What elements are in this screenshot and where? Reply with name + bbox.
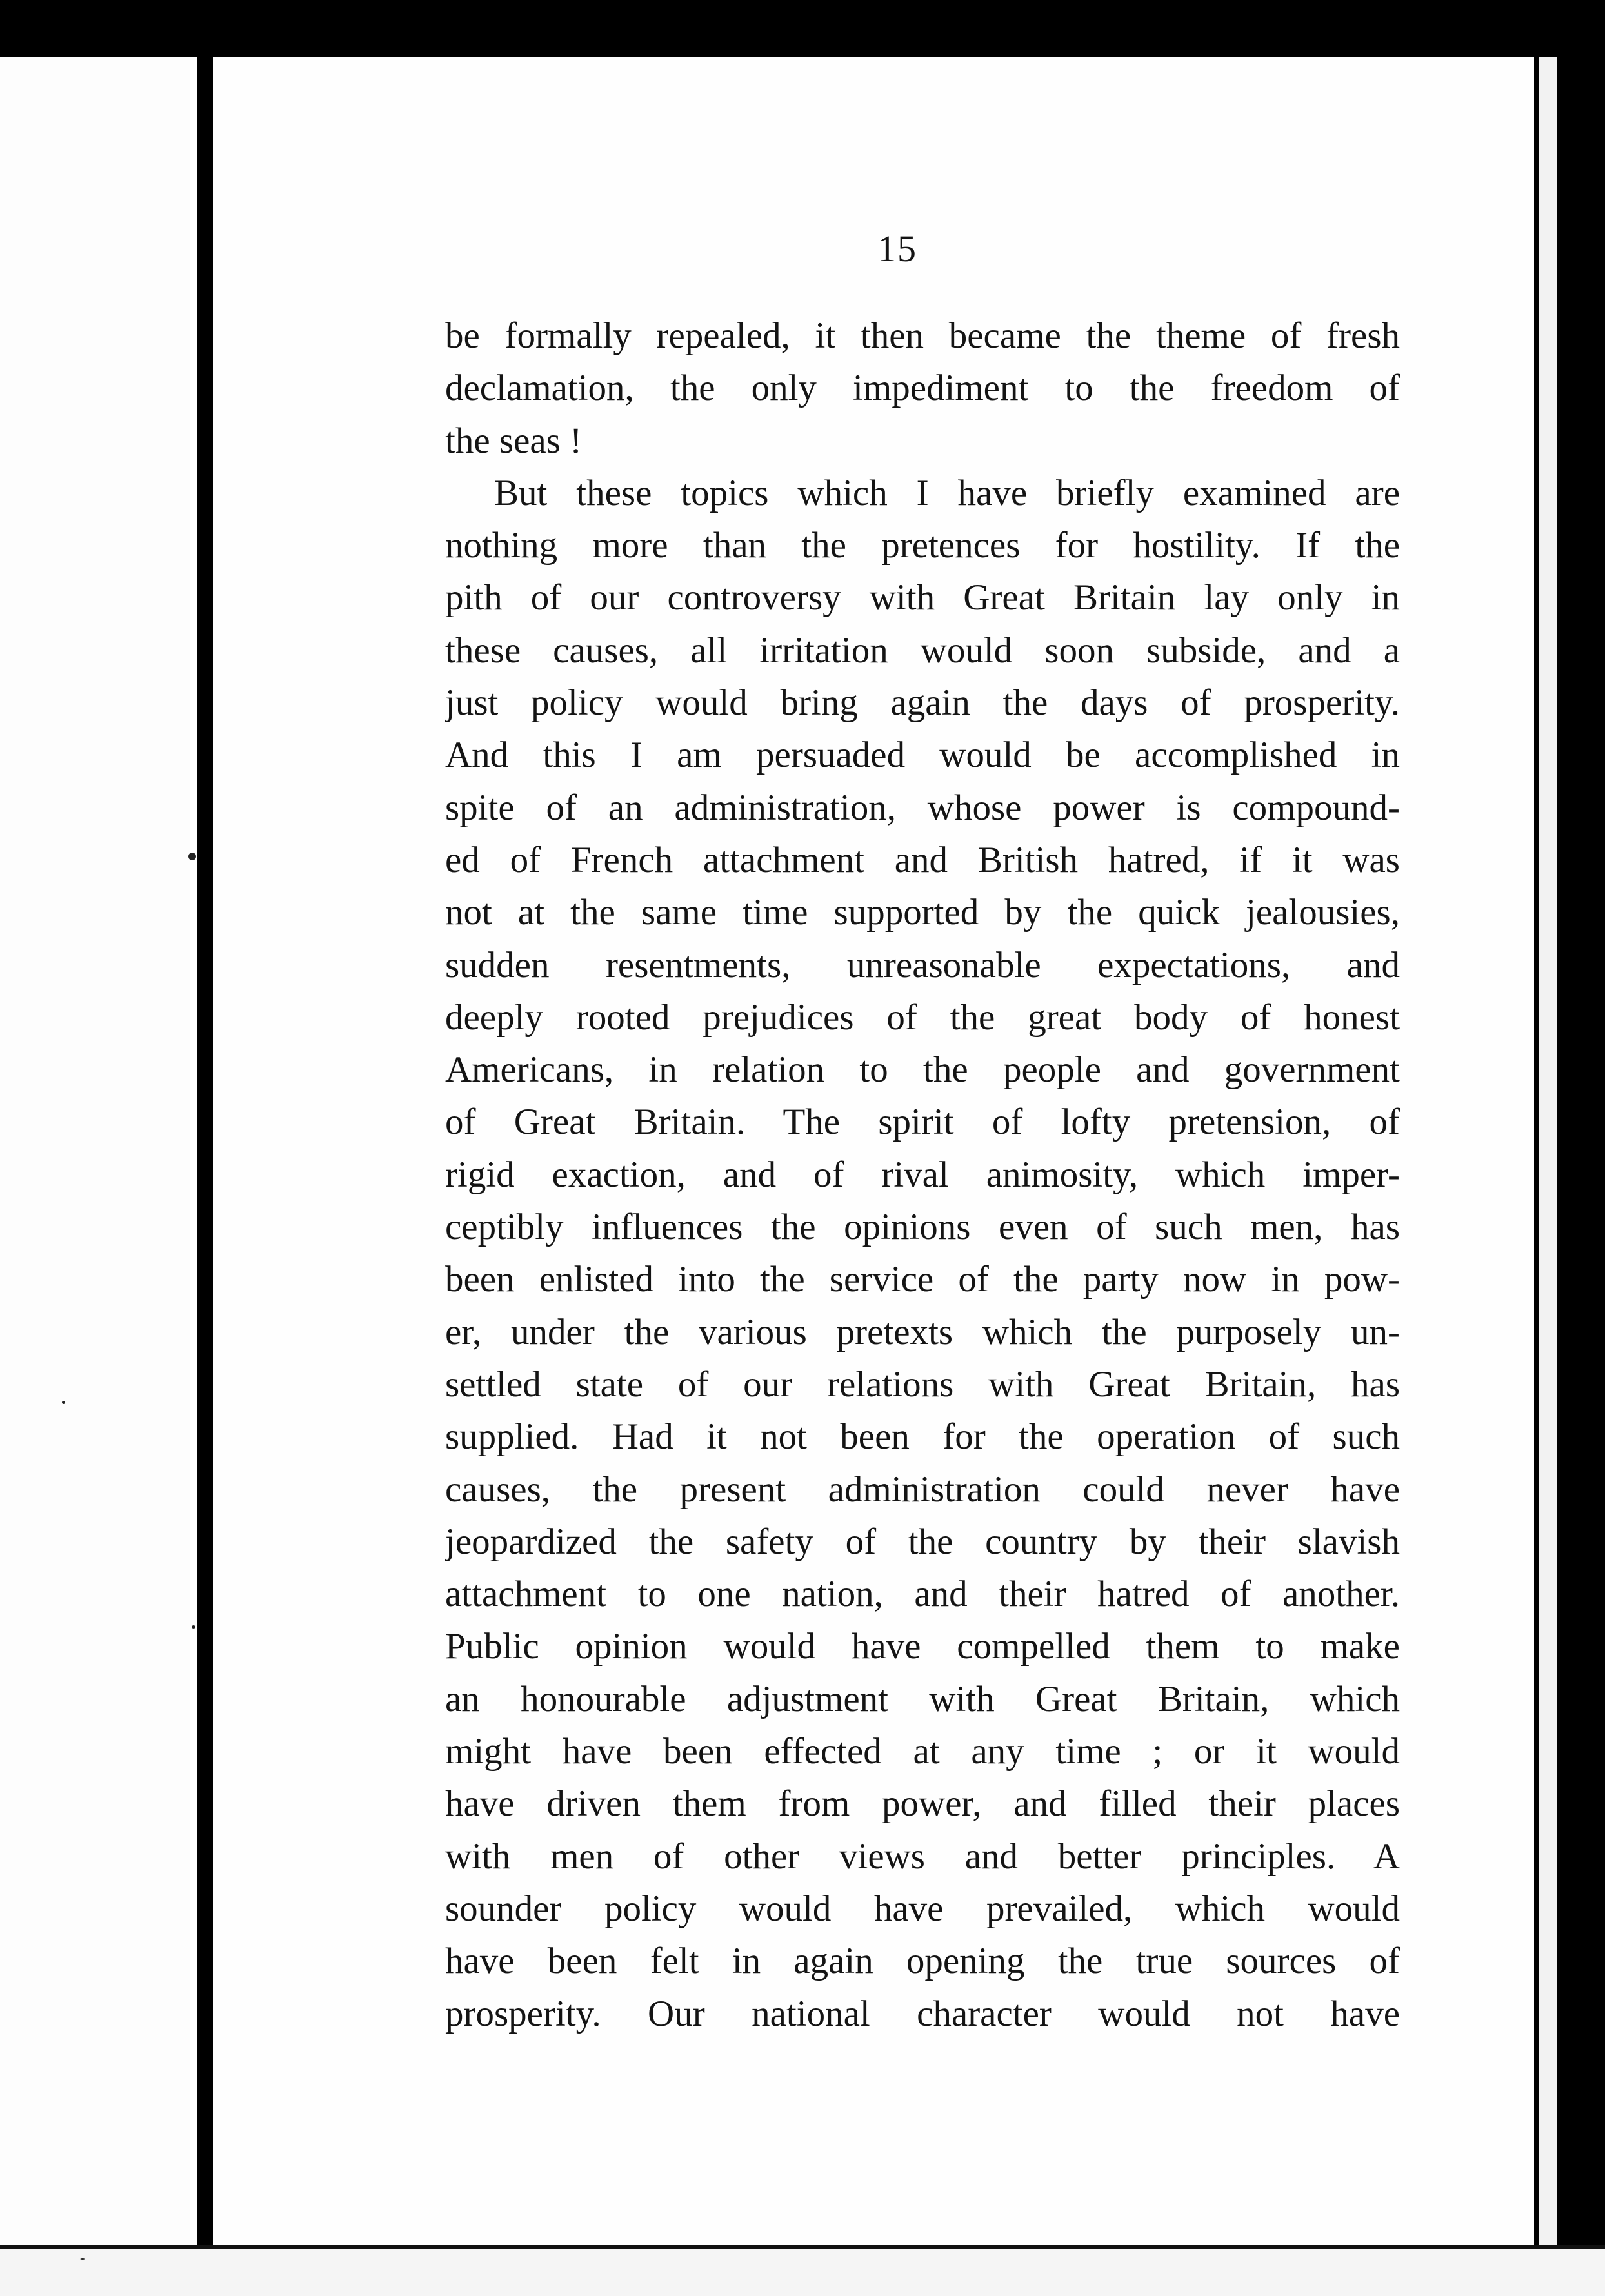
text-line: ceptibly influences the opinions even of such men, has — [445, 1207, 1400, 1248]
binding-gutter — [197, 57, 213, 2245]
text-line: rigid exaction, and of rival animosity, which imper- — [445, 1154, 1400, 1195]
text-line: Americans, in relation to the people and government — [445, 1049, 1400, 1091]
text-line: attachment to one nation, and their hatred of another. — [445, 1574, 1400, 1615]
text-line: nothing more than the pretences for hostility. If the — [445, 525, 1400, 566]
text-line: of Great Britain. The spirit of lofty pretension, of — [445, 1102, 1400, 1143]
body-text — [445, 310, 1400, 2040]
text-line: the seas ! — [445, 420, 583, 461]
text-line: prosperity. Our national character would not have — [445, 1993, 1400, 2034]
text-line: causes, the present administration could never have — [445, 1469, 1400, 1510]
text-line: been enlisted into the service of the party now in pow- — [445, 1259, 1400, 1300]
text-line: jeopardized the safety of the country by their slavish — [445, 1521, 1400, 1562]
text-line: an honourable adjustment with Great Britain, which — [445, 1678, 1400, 1719]
ink-speck — [80, 2258, 85, 2260]
ink-speck — [62, 1401, 65, 1404]
text-line: just policy would bring again the days of prosperity. — [445, 682, 1400, 724]
text-line: pith of our controversy with Great Britain lay only in — [445, 577, 1400, 619]
text-line: with men of other views and better principles. A — [445, 1836, 1400, 1877]
ink-speck — [188, 853, 196, 860]
text-line: deeply rooted prejudices of the great body of honest — [445, 996, 1400, 1038]
text-line: supplied. Had it not been for the operation of such — [445, 1416, 1400, 1458]
text-line: sounder policy would have prevailed, which would — [445, 1888, 1400, 1929]
page-number: 15 — [877, 228, 917, 270]
text-line: er, under the various pretexts which the purposely un- — [445, 1311, 1400, 1352]
text-line: Public opinion would have compelled them to make — [445, 1626, 1400, 1667]
facing-page-edge — [0, 57, 197, 2245]
text-line: And this I am persuaded would be accomplished in — [445, 735, 1400, 776]
text-line: these causes, all irritation would soon subside, and a — [445, 629, 1400, 671]
page-right-edge — [1534, 57, 1605, 2245]
text-line: But these topics which I have briefly examined are — [494, 472, 1400, 513]
text-line: have been felt in again opening the true sources of — [445, 1941, 1400, 1982]
text-line: have driven them from power, and filled their places — [445, 1783, 1400, 1825]
text-line: settled state of our relations with Great Britain, has — [445, 1363, 1400, 1405]
text-line: might have been effected at any time ; or it would — [445, 1731, 1400, 1772]
text-line: declamation, the only impediment to the freedom of — [445, 368, 1400, 409]
text-line: spite of an administration, whose power is compound- — [445, 787, 1400, 828]
ink-speck — [192, 1625, 195, 1629]
text-line: not at the same time supported by the quick jealousies, — [445, 892, 1400, 933]
text-line: sudden resentments, unreasonable expectations, and — [445, 944, 1400, 985]
text-line: ed of French attachment and British hatred, if it was — [445, 839, 1400, 880]
text-line: be formally repealed, it then became the theme of fresh — [445, 315, 1400, 356]
scan-bottom-margin — [0, 2245, 1605, 2296]
